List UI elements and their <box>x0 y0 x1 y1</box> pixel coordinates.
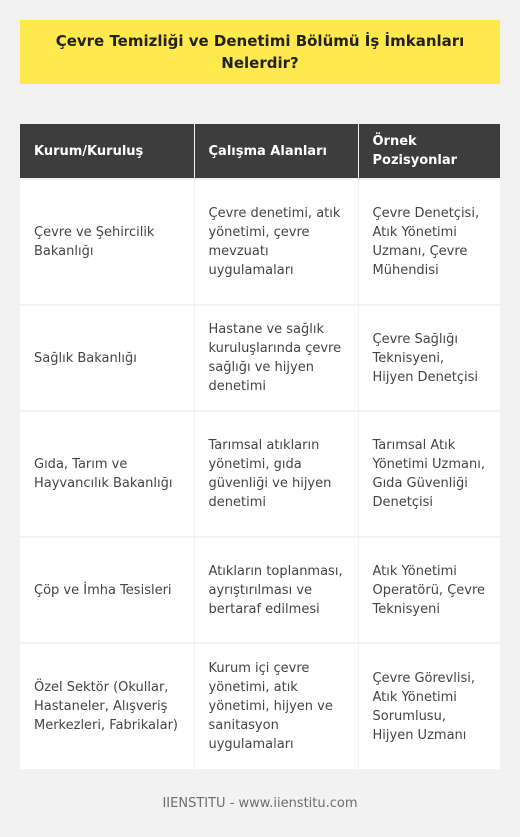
cell-positions: Atık Yönetimi Operatörü, Çevre Teknisyeni <box>358 537 500 643</box>
table-row <box>20 179 500 305</box>
cell-work-areas: Tarımsal atıkların yönetimi, gıda güvenliği ve hijyen denetimi <box>194 411 358 537</box>
table-header-row <box>20 124 500 179</box>
cell-institution: Çevre ve Şehircilik Bakanlığı <box>20 179 194 305</box>
cell-work-areas: Kurum içi çevre yönetimi, atık yönetimi, hijyen ve sanitasyon uygulamaları <box>194 643 358 769</box>
page-title: Çevre Temizliği ve Denetimi Bölümü İş İmkanları Nelerdir? <box>55 32 465 72</box>
cell-work-areas: Hastane ve sağlık kuruluşlarında çevre sağlığı ve hijyen denetimi <box>194 305 358 411</box>
header-work-areas: Çalışma Alanları <box>194 124 358 179</box>
header-institution: Kurum/Kuruluş <box>20 124 194 179</box>
cell-positions: Çevre Denetçisi, Atık Yönetimi Uzmanı, Çevre Mühendisi <box>358 179 500 305</box>
cell-institution: Çöp ve İmha Tesisleri <box>20 537 194 643</box>
cell-institution: Gıda, Tarım ve Hayvancılık Bakanlığı <box>20 411 194 537</box>
cell-work-areas: Çevre denetimi, atık yönetimi, çevre mevzuatı uygulamaları <box>194 179 358 305</box>
jobs-table <box>20 124 500 769</box>
cell-positions: Çevre Sağlığı Teknisyeni, Hijyen Denetçisi <box>358 305 500 411</box>
title-banner <box>20 20 500 84</box>
cell-positions: Çevre Görevlisi, Atık Yönetimi Sorumlusu, Hijyen Uzmanı <box>358 643 500 769</box>
header-positions: Örnek Pozisyonlar <box>358 124 500 179</box>
jobs-table-container <box>20 124 500 769</box>
cell-positions: Tarımsal Atık Yönetimi Uzmanı, Gıda Güvenliği Denetçisi <box>358 411 500 537</box>
table-row <box>20 537 500 643</box>
table-row <box>20 411 500 537</box>
cell-institution: Sağlık Bakanlığı <box>20 305 194 411</box>
table-row <box>20 305 500 411</box>
cell-institution: Özel Sektör (Okullar, Hastaneler, Alışveriş Merkezleri, Fabrikalar) <box>20 643 194 769</box>
cell-work-areas: Atıkların toplanması, ayrıştırılması ve bertaraf edilmesi <box>194 537 358 643</box>
footer-credit: IIENSTITU - www.iienstitu.com <box>162 796 358 811</box>
table-row <box>20 643 500 769</box>
